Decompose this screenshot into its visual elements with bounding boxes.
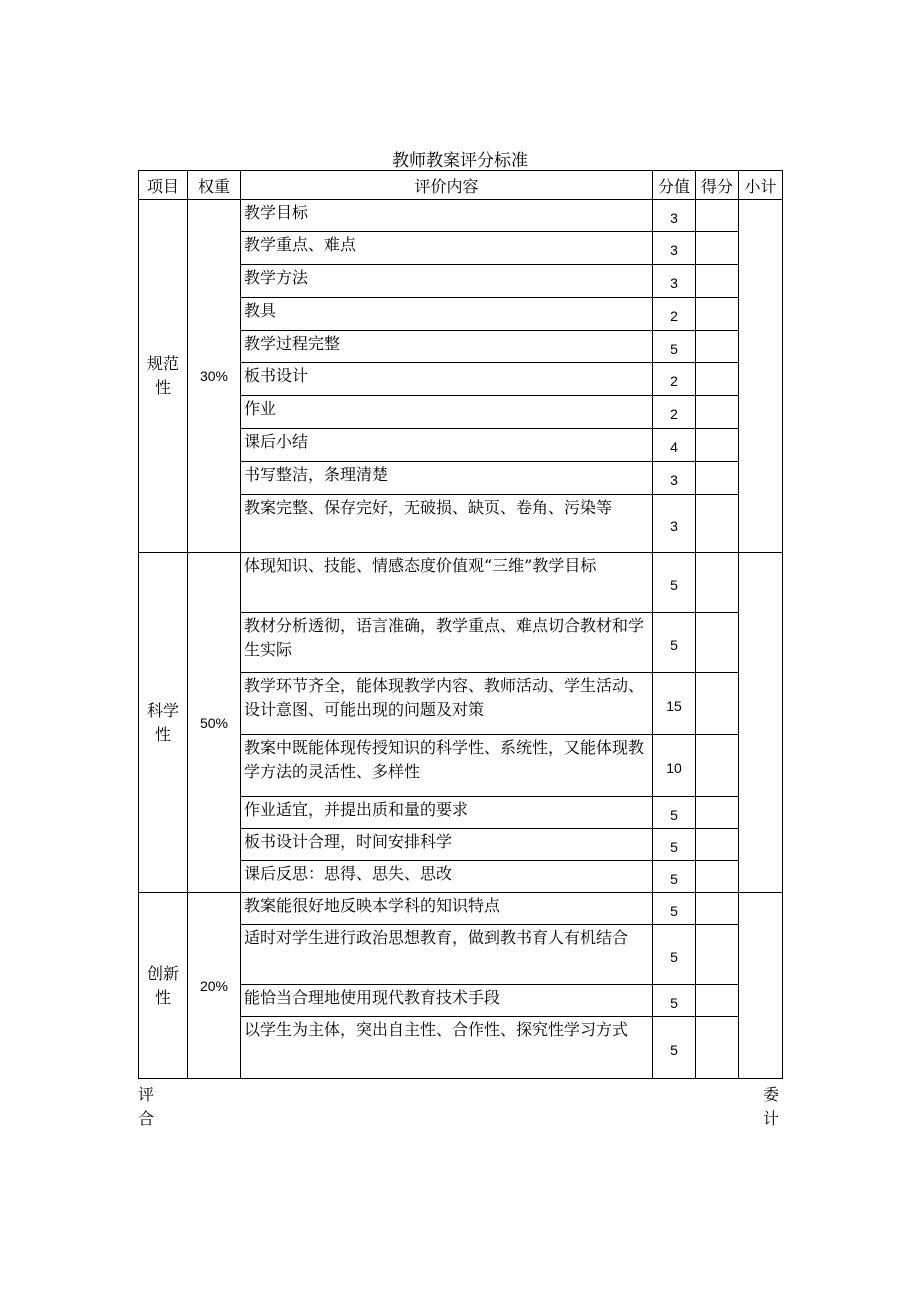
obtained-score-cell: [696, 396, 739, 429]
criterion-score: 10: [653, 735, 696, 797]
criterion-text: 教学方法: [241, 265, 653, 298]
criterion-score: 3: [653, 200, 696, 232]
table-row: [139, 200, 783, 232]
criterion-score: 2: [653, 298, 696, 331]
obtained-score-cell: [696, 331, 739, 363]
obtained-score-cell: [696, 735, 739, 797]
section-weight: 30%: [188, 200, 241, 553]
criterion-text: 教学重点、难点: [241, 232, 653, 265]
criterion-text: 板书设计: [241, 363, 653, 396]
criterion-text: 教案完整、保存完好，无破损、缺页、卷角、污染等: [241, 495, 653, 553]
footer-left: [138, 1083, 154, 1131]
criterion-score: 3: [653, 462, 696, 495]
criterion-score: 5: [653, 985, 696, 1017]
criterion-score: 3: [653, 265, 696, 298]
section-weight: 20%: [188, 893, 241, 1079]
table-row: [139, 893, 783, 925]
obtained-score-cell: [696, 893, 739, 925]
section-weight: 50%: [188, 553, 241, 893]
obtained-score-cell: [696, 613, 739, 673]
footer-right: [763, 1083, 779, 1131]
criterion-score: 5: [653, 1017, 696, 1079]
criterion-score: 5: [653, 829, 696, 861]
criterion-score: 5: [653, 613, 696, 673]
criterion-score: 5: [653, 861, 696, 893]
header-subtotal: 小计: [739, 171, 783, 200]
criterion-text: 作业适宜，并提出质和量的要求: [241, 797, 653, 829]
criterion-score: 5: [653, 331, 696, 363]
criterion-text: 板书设计合理，时间安排科学: [241, 829, 653, 861]
criterion-text: 教案中既能体现传授知识的科学性、系统性，又能体现教学方法的灵活性、多样性: [241, 735, 653, 797]
section-item-cell: [139, 893, 188, 1079]
obtained-score-cell: [696, 861, 739, 893]
criterion-score: 5: [653, 893, 696, 925]
obtained-score-cell: [696, 462, 739, 495]
obtained-score-cell: [696, 298, 739, 331]
footer-right-line2: 计: [763, 1109, 780, 1128]
criterion-text: 课后小结: [241, 429, 653, 462]
footer-left-line1: 评: [138, 1085, 155, 1104]
criterion-text: 体现知识、技能、情感态度价值观“三维”教学目标: [241, 553, 653, 613]
criterion-text: 书写整洁，条理清楚: [241, 462, 653, 495]
criterion-score: 3: [653, 495, 696, 553]
section-item-label: 规范: [146, 354, 179, 373]
table-row: [139, 553, 783, 613]
criterion-text: 教具: [241, 298, 653, 331]
header-obtained: 得分: [696, 171, 739, 200]
obtained-score-cell: [696, 495, 739, 553]
obtained-score-cell: [696, 1017, 739, 1079]
section-item-label: 性: [154, 987, 171, 1007]
criterion-text: 教学过程完整: [241, 331, 653, 363]
obtained-score-cell: [696, 985, 739, 1017]
criterion-score: 2: [653, 363, 696, 396]
section-item-cell: [139, 200, 188, 553]
section-subtotal-cell: [739, 200, 783, 553]
header-content: 评价内容: [241, 171, 653, 200]
criterion-score: 5: [653, 553, 696, 613]
section-item-label: 性: [154, 724, 171, 744]
criterion-text: 教案能很好地反映本学科的知识特点: [241, 893, 653, 925]
scoring-table: [138, 170, 783, 1079]
criterion-text: 教学环节齐全，能体现教学内容、教师活动、学生活动、设计意图、可能出现的问题及对策: [241, 673, 653, 735]
criterion-text: 教学目标: [241, 200, 653, 232]
section-subtotal-cell: [739, 893, 783, 1079]
section-item-label: 创新: [146, 963, 179, 983]
obtained-score-cell: [696, 363, 739, 396]
obtained-score-cell: [696, 925, 739, 985]
obtained-score-cell: [696, 265, 739, 298]
criterion-score: 5: [653, 925, 696, 985]
obtained-score-cell: [696, 797, 739, 829]
criterion-text: 能恰当合理地使用现代教育技术手段: [241, 985, 653, 1017]
section-item-label: 科学: [146, 700, 179, 720]
header-weight: 权重: [188, 171, 241, 200]
criterion-text: 课后反思：思得、思失、思改: [241, 861, 653, 893]
criterion-text: 以学生为主体，突出自主性、合作性、探究性学习方式: [241, 1017, 653, 1079]
header-score: 分值: [653, 171, 696, 200]
criterion-score: 3: [653, 232, 696, 265]
criterion-score: 2: [653, 396, 696, 429]
criterion-text: 作业: [241, 396, 653, 429]
footer-right-line1: 委: [763, 1085, 780, 1104]
criterion-score: 5: [653, 797, 696, 829]
header-item: 项目: [139, 171, 188, 200]
criterion-text: 适时对学生进行政治思想教育，做到教书育人有机结合: [241, 925, 653, 985]
criterion-score: 4: [653, 429, 696, 462]
criterion-text: 教材分析透彻，语言准确，教学重点、难点切合教材和学生实际: [241, 613, 653, 673]
section-item-label: 性: [154, 378, 171, 397]
footer-left-line2: 合: [138, 1109, 155, 1128]
section-subtotal-cell: [739, 553, 783, 893]
obtained-score-cell: [696, 553, 739, 613]
obtained-score-cell: [696, 429, 739, 462]
header-row: [139, 171, 783, 200]
criterion-score: 15: [653, 673, 696, 735]
obtained-score-cell: [696, 673, 739, 735]
page-title: 教师教案评分标准: [392, 151, 528, 171]
obtained-score-cell: [696, 200, 739, 232]
section-item-cell: [139, 553, 188, 893]
obtained-score-cell: [696, 829, 739, 861]
obtained-score-cell: [696, 232, 739, 265]
